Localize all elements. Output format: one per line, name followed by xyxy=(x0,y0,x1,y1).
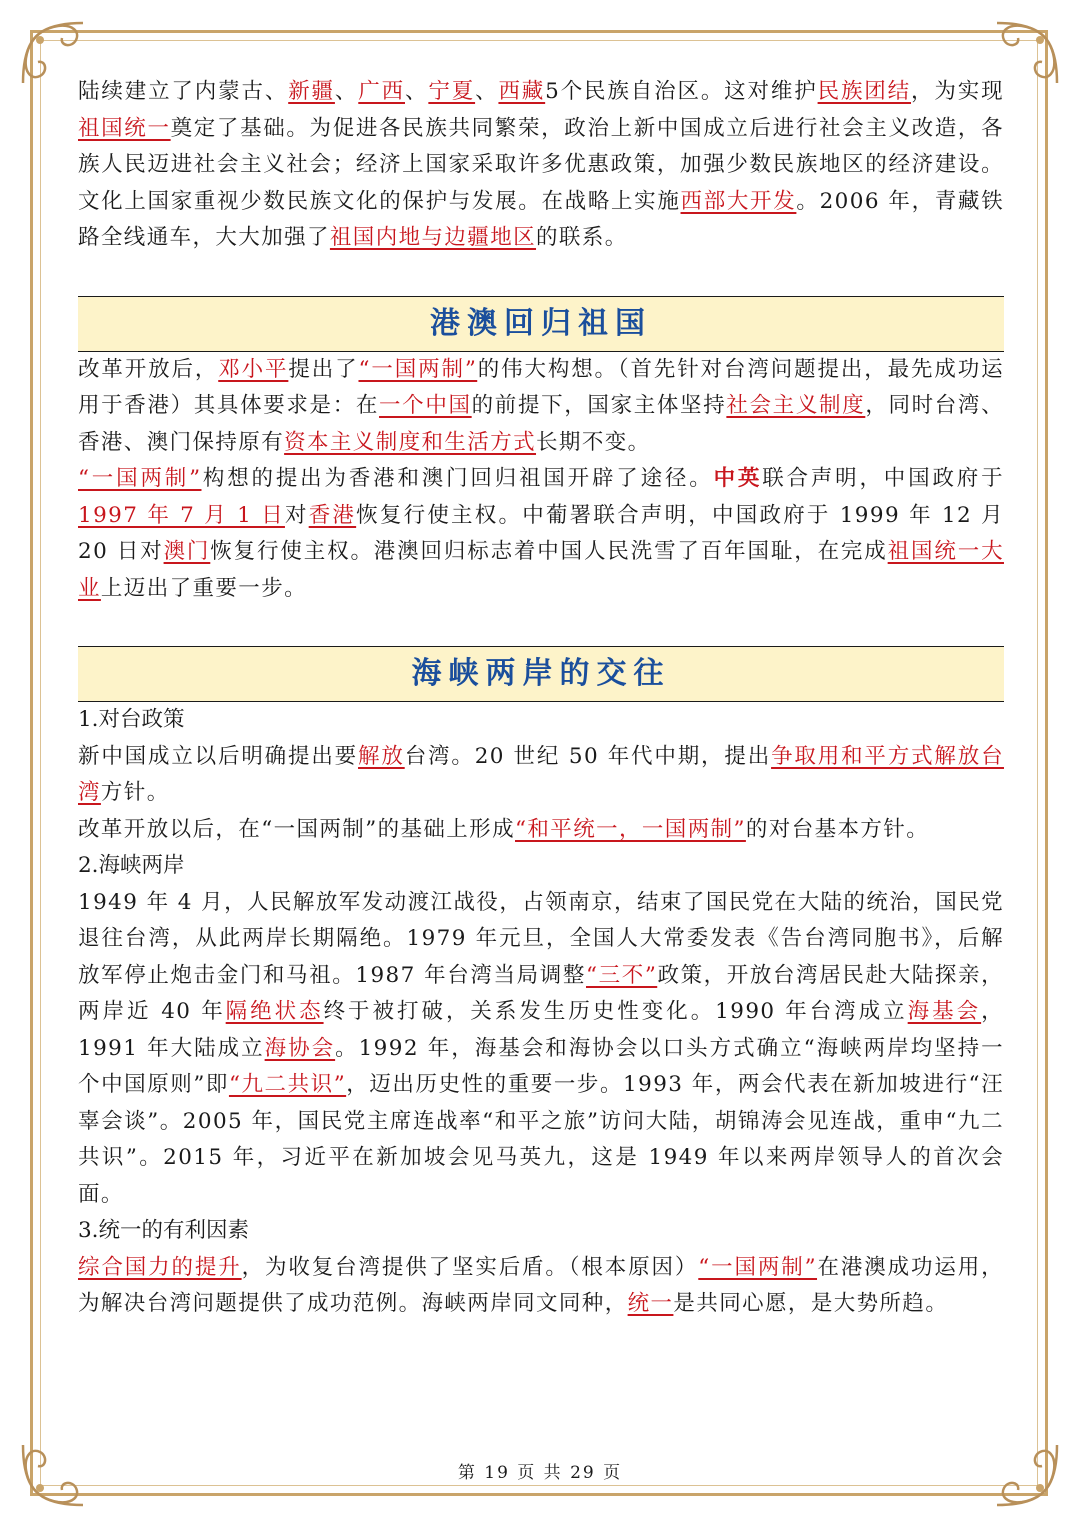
section1-paragraph-2 xyxy=(78,461,1004,607)
highlight-term: 统一 xyxy=(627,1291,674,1316)
text-run: ，为收复台湾提供了坚实后盾。（根本原因） xyxy=(241,1254,699,1280)
text-run: 长期不变。 xyxy=(536,429,651,455)
highlight-term: “九二共识” xyxy=(228,1072,347,1097)
section2-paragraph-2 xyxy=(78,812,1004,849)
highlight-term: 海基会 xyxy=(907,999,982,1024)
emphasis-term: 中英 xyxy=(713,466,763,491)
highlight-term: 海协会 xyxy=(264,1035,336,1061)
highlight-term: 一个中国 xyxy=(379,393,472,418)
highlight-term: 新疆 xyxy=(288,79,335,104)
text-run: 终于被打破，关系发生历史性变化。1990 年台湾成立 xyxy=(323,999,908,1024)
text-run: 。2006 年，青藏铁路全线通车，大大加强了 xyxy=(78,188,1004,250)
highlight-term: “和平统一，一国两制” xyxy=(515,816,746,842)
intro-paragraph xyxy=(78,74,1004,257)
text-run: 的联系。 xyxy=(536,225,628,250)
text-run: ，同时台湾、香港、澳门保持原有 xyxy=(78,393,1004,455)
highlight-term: 民族团结 xyxy=(817,79,912,104)
text-run: 的伟大构想。（首先针对台湾问题提出，最先成功运用于香港）其具体要求是：在 xyxy=(78,356,1005,418)
text-run: ，为实现 xyxy=(911,79,1004,104)
text-run: 方针。 xyxy=(100,780,170,805)
highlight-term: 香港 xyxy=(308,502,357,528)
text-run: 政策，开放台湾居民赴大陆探亲，两岸近 40 年 xyxy=(78,962,1004,1024)
highlight-term: 祖国统一 xyxy=(78,115,171,141)
section1-paragraph-1 xyxy=(78,352,1004,462)
highlight-term: 争取用和平方式解放台湾 xyxy=(78,743,1004,805)
text-run: 、 xyxy=(405,79,429,104)
highlight-term: 邓小平 xyxy=(218,356,289,382)
text-run: 的前提下，国家主体坚持 xyxy=(471,393,727,418)
text-run: 新中国成立以后明确提出要 xyxy=(78,743,359,769)
highlight-term: 西藏 xyxy=(498,79,546,104)
highlight-term: 澳门 xyxy=(163,539,211,564)
text-run: 、 xyxy=(334,79,359,104)
highlight-term: 1997 年 7 月 1 日 xyxy=(78,502,285,528)
section-heading-cross-strait: 海峡两岸的交往 xyxy=(78,646,1004,702)
highlight-term: 宁夏 xyxy=(428,79,476,104)
section2-paragraph-4 xyxy=(78,1250,1004,1323)
highlight-term: 社会主义制度 xyxy=(726,393,866,418)
highlight-term: 祖国内地与边疆地区 xyxy=(329,225,537,250)
text-run: 上迈出了重要一步。 xyxy=(100,575,308,601)
text-run: 的对台基本方针。 xyxy=(745,816,930,842)
text-run: 、 xyxy=(475,79,499,104)
text-run: 联合声明，中国政府于 xyxy=(762,466,1004,491)
highlight-term: 西部大开发 xyxy=(680,188,797,214)
text-run: 1949 年 4 月，人民解放军发动渡江战役，占领南京，结束了国民党在大陆的统治，国民党退往台湾，从此两岸长期隔绝。1979 年元旦，全国人大常委发表《告台湾同胞书》，后解放军停止炮击金门和马祖。1987 年台湾当局调整 xyxy=(78,889,1004,988)
text-run: 改革开放以后，在“一国两制”的基础上形成 xyxy=(78,816,515,842)
text-run: 改革开放后， xyxy=(78,356,219,382)
highlight-term: “一国两制” xyxy=(78,466,202,491)
text-run: 5个民族自治区。这对维护 xyxy=(545,79,818,104)
subheading-taiwan-policy: 1.对台政策 xyxy=(78,707,185,732)
text-run: 是共同心愿，是大势所趋。 xyxy=(673,1291,949,1316)
highlight-term: 隔绝状态 xyxy=(225,999,324,1024)
text-run: 恢复行使主权。港澳回归标志着中国人民洗雪了百年国耻，在完成 xyxy=(210,539,888,564)
text-run: 。1992 年，海基会和海协会以口头方式确立“海峡两岸均坚持一个中国原则”即 xyxy=(78,1035,1004,1097)
text-run: 恢复行使主权。中葡署联合声明，中国政府于 1999 年 12 月 20 日对 xyxy=(78,502,1004,564)
text-run: 台湾。20 世纪 50 年代中期，提出 xyxy=(404,743,772,769)
highlight-term: 广西 xyxy=(358,79,405,104)
section2-paragraph-3 xyxy=(78,885,1004,1214)
section-heading-hk-macao: 港澳回归祖国 xyxy=(78,296,1004,352)
highlight-term: 祖国统一大业 xyxy=(78,539,1004,601)
text-run: 在港澳成功运用，为解决台湾问题提供了成功范例。海峡两岸同文同种， xyxy=(78,1254,1004,1316)
text-run: 提出了 xyxy=(288,356,359,382)
highlight-term: “三不” xyxy=(586,962,658,988)
page-footer: 第 19 页 共 29 页 xyxy=(457,1463,623,1483)
highlight-term: 综合国力的提升 xyxy=(78,1254,242,1280)
text-run: 构想的提出为香港和澳门回归祖国开辟了途径。 xyxy=(201,466,714,491)
text-run: 奠定了基础。为促进各民族共同繁荣，政治上新中国成立后进行社会主义改造，各族人民迈进社会主义社会；经济上国家采取许多优惠政策，加强少数民族地区的经济建设。文化上国家重视少数民族文化的保护与发展。在战略上实施 xyxy=(78,115,1004,214)
subheading-cross-strait: 2.海峡两岸 xyxy=(78,853,185,878)
section2-paragraph-1 xyxy=(78,739,1004,812)
text-run: ，1991 年大陆成立 xyxy=(78,999,1005,1061)
highlight-term: “一国两制” xyxy=(698,1254,818,1280)
text-run: ，迈出历史性的重要一步。1993 年，两会代表在新加坡进行“汪辜会谈”。2005 年，国民党主席连战率“和平之旅”访问大陆，胡锦涛会见连战，重申“九二共识”。2015 年，习近平在新加坡会见马英九，这是 1949 年以来两岸领导人的首次会面。 xyxy=(78,1072,1004,1207)
highlight-term: 解放 xyxy=(358,743,405,769)
highlight-term: 资本主义制度和生活方式 xyxy=(284,429,537,455)
highlight-term: “一国两制” xyxy=(358,356,478,382)
subheading-favorable-factors: 3.统一的有利因素 xyxy=(78,1218,250,1243)
text-run: 陆续建立了内蒙古、 xyxy=(78,79,289,104)
document-body xyxy=(78,74,1004,1323)
text-run: 对 xyxy=(284,502,309,528)
